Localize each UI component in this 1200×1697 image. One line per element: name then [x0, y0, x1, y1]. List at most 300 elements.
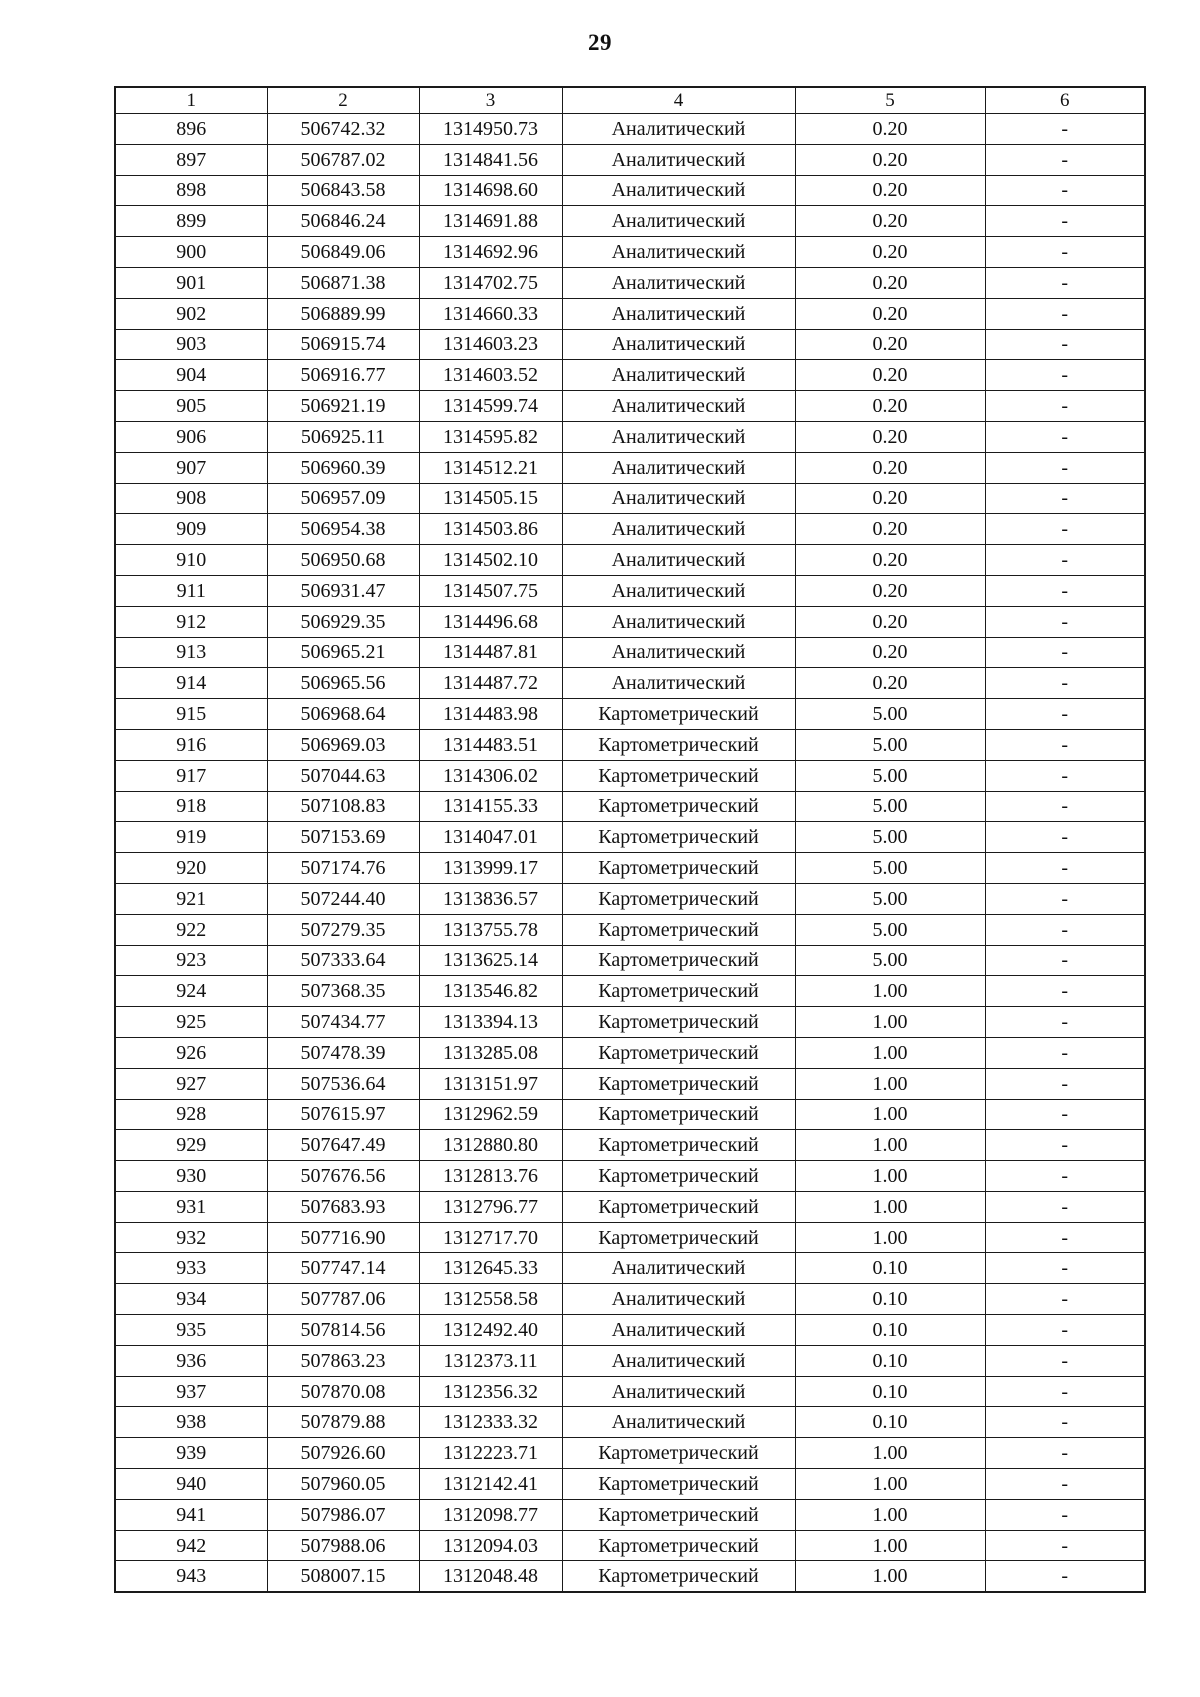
method-cell: Аналитический	[562, 575, 795, 606]
point-number-cell: 915	[115, 699, 267, 730]
y-coordinate-cell: 1312048.48	[419, 1561, 562, 1592]
point-number-cell: 925	[115, 1007, 267, 1038]
point-number-cell: 900	[115, 237, 267, 268]
point-number-cell: 902	[115, 298, 267, 329]
table-row	[115, 421, 1145, 452]
point-number-cell: 901	[115, 267, 267, 298]
note-cell: -	[985, 545, 1145, 576]
x-coordinate-cell: 507787.06	[267, 1284, 419, 1315]
method-cell: Картометрический	[562, 1130, 795, 1161]
note-cell: -	[985, 1407, 1145, 1438]
point-number-cell: 943	[115, 1561, 267, 1592]
accuracy-cell: 0.20	[795, 575, 985, 606]
table-row	[115, 822, 1145, 853]
y-coordinate-cell: 1314487.81	[419, 637, 562, 668]
table-body	[115, 114, 1145, 1593]
table-row	[115, 791, 1145, 822]
note-cell: -	[985, 1068, 1145, 1099]
note-cell: -	[985, 360, 1145, 391]
method-cell: Аналитический	[562, 1345, 795, 1376]
note-cell: -	[985, 1037, 1145, 1068]
point-number-cell: 914	[115, 668, 267, 699]
point-number-cell: 937	[115, 1376, 267, 1407]
table-row	[115, 391, 1145, 422]
x-coordinate-cell: 506969.03	[267, 729, 419, 760]
table-row	[115, 760, 1145, 791]
table-row	[115, 945, 1145, 976]
y-coordinate-cell: 1313999.17	[419, 853, 562, 884]
accuracy-cell: 1.00	[795, 1161, 985, 1192]
table-row	[115, 606, 1145, 637]
point-number-cell: 923	[115, 945, 267, 976]
y-coordinate-cell: 1313836.57	[419, 883, 562, 914]
accuracy-cell: 5.00	[795, 729, 985, 760]
y-coordinate-cell: 1314691.88	[419, 206, 562, 237]
table-row	[115, 514, 1145, 545]
point-number-cell: 912	[115, 606, 267, 637]
x-coordinate-cell: 506742.32	[267, 114, 419, 145]
note-cell: -	[985, 1561, 1145, 1592]
y-coordinate-cell: 1314841.56	[419, 144, 562, 175]
accuracy-cell: 1.00	[795, 1037, 985, 1068]
accuracy-cell: 5.00	[795, 883, 985, 914]
point-number-cell: 919	[115, 822, 267, 853]
note-cell: -	[985, 976, 1145, 1007]
note-cell: -	[985, 483, 1145, 514]
y-coordinate-cell: 1312962.59	[419, 1099, 562, 1130]
method-cell: Аналитический	[562, 144, 795, 175]
note-cell: -	[985, 206, 1145, 237]
method-cell: Картометрический	[562, 1007, 795, 1038]
accuracy-cell: 0.20	[795, 391, 985, 422]
x-coordinate-cell: 506849.06	[267, 237, 419, 268]
accuracy-cell: 1.00	[795, 1130, 985, 1161]
accuracy-cell: 1.00	[795, 1222, 985, 1253]
accuracy-cell: 0.20	[795, 606, 985, 637]
y-coordinate-cell: 1312142.41	[419, 1469, 562, 1500]
column-header-4: 4	[562, 87, 795, 114]
y-coordinate-cell: 1314512.21	[419, 452, 562, 483]
point-number-cell: 938	[115, 1407, 267, 1438]
y-coordinate-cell: 1314603.52	[419, 360, 562, 391]
table-row	[115, 114, 1145, 145]
page-number: 29	[588, 30, 612, 55]
y-coordinate-cell: 1312094.03	[419, 1530, 562, 1561]
x-coordinate-cell: 507434.77	[267, 1007, 419, 1038]
coordinates-table	[114, 86, 1146, 1593]
note-cell: -	[985, 329, 1145, 360]
accuracy-cell: 0.10	[795, 1407, 985, 1438]
x-coordinate-cell: 507174.76	[267, 853, 419, 884]
note-cell: -	[985, 1007, 1145, 1038]
point-number-cell: 899	[115, 206, 267, 237]
method-cell: Аналитический	[562, 1376, 795, 1407]
note-cell: -	[985, 114, 1145, 145]
y-coordinate-cell: 1312223.71	[419, 1438, 562, 1469]
accuracy-cell: 0.20	[795, 514, 985, 545]
table-row	[115, 1530, 1145, 1561]
table-row	[115, 1499, 1145, 1530]
note-cell: -	[985, 1161, 1145, 1192]
point-number-cell: 904	[115, 360, 267, 391]
table-row	[115, 329, 1145, 360]
accuracy-cell: 1.00	[795, 1099, 985, 1130]
method-cell: Картометрический	[562, 1191, 795, 1222]
note-cell: -	[985, 267, 1145, 298]
x-coordinate-cell: 507863.23	[267, 1345, 419, 1376]
accuracy-cell: 1.00	[795, 1561, 985, 1592]
accuracy-cell: 0.10	[795, 1284, 985, 1315]
point-number-cell: 907	[115, 452, 267, 483]
method-cell: Картометрический	[562, 1530, 795, 1561]
note-cell: -	[985, 822, 1145, 853]
table-row	[115, 267, 1145, 298]
point-number-cell: 905	[115, 391, 267, 422]
table-row	[115, 729, 1145, 760]
accuracy-cell: 5.00	[795, 945, 985, 976]
point-number-cell: 921	[115, 883, 267, 914]
point-number-cell: 940	[115, 1469, 267, 1500]
x-coordinate-cell: 507108.83	[267, 791, 419, 822]
column-header-5: 5	[795, 87, 985, 114]
note-cell: -	[985, 1438, 1145, 1469]
accuracy-cell: 5.00	[795, 914, 985, 945]
method-cell: Картометрический	[562, 1099, 795, 1130]
table-row	[115, 545, 1145, 576]
x-coordinate-cell: 506921.19	[267, 391, 419, 422]
accuracy-cell: 0.20	[795, 545, 985, 576]
point-number-cell: 913	[115, 637, 267, 668]
method-cell: Аналитический	[562, 421, 795, 452]
method-cell: Картометрический	[562, 1037, 795, 1068]
accuracy-cell: 0.20	[795, 452, 985, 483]
note-cell: -	[985, 298, 1145, 329]
y-coordinate-cell: 1313151.97	[419, 1068, 562, 1099]
method-cell: Аналитический	[562, 267, 795, 298]
table-row	[115, 1315, 1145, 1346]
y-coordinate-cell: 1314507.75	[419, 575, 562, 606]
method-cell: Аналитический	[562, 514, 795, 545]
x-coordinate-cell: 506931.47	[267, 575, 419, 606]
accuracy-cell: 1.00	[795, 1007, 985, 1038]
x-coordinate-cell: 506929.35	[267, 606, 419, 637]
note-cell: -	[985, 914, 1145, 945]
accuracy-cell: 0.20	[795, 267, 985, 298]
point-number-cell: 896	[115, 114, 267, 145]
method-cell: Аналитический	[562, 175, 795, 206]
table-row	[115, 1253, 1145, 1284]
table-row	[115, 1376, 1145, 1407]
x-coordinate-cell: 507244.40	[267, 883, 419, 914]
y-coordinate-cell: 1314595.82	[419, 421, 562, 452]
accuracy-cell: 1.00	[795, 1499, 985, 1530]
x-coordinate-cell: 507683.93	[267, 1191, 419, 1222]
method-cell: Аналитический	[562, 360, 795, 391]
note-cell: -	[985, 760, 1145, 791]
table-row	[115, 914, 1145, 945]
point-number-cell: 930	[115, 1161, 267, 1192]
method-cell: Картометрический	[562, 760, 795, 791]
y-coordinate-cell: 1314603.23	[419, 329, 562, 360]
y-coordinate-cell: 1314599.74	[419, 391, 562, 422]
x-coordinate-cell: 507986.07	[267, 1499, 419, 1530]
table-row	[115, 1099, 1145, 1130]
accuracy-cell: 0.20	[795, 237, 985, 268]
accuracy-cell: 5.00	[795, 760, 985, 791]
y-coordinate-cell: 1313625.14	[419, 945, 562, 976]
note-cell: -	[985, 668, 1145, 699]
note-cell: -	[985, 1253, 1145, 1284]
table-row	[115, 1284, 1145, 1315]
table-row	[115, 452, 1145, 483]
method-cell: Картометрический	[562, 1561, 795, 1592]
point-number-cell: 936	[115, 1345, 267, 1376]
y-coordinate-cell: 1312558.58	[419, 1284, 562, 1315]
table-row	[115, 575, 1145, 606]
x-coordinate-cell: 506846.24	[267, 206, 419, 237]
method-cell: Аналитический	[562, 452, 795, 483]
y-coordinate-cell: 1314047.01	[419, 822, 562, 853]
method-cell: Аналитический	[562, 237, 795, 268]
point-number-cell: 933	[115, 1253, 267, 1284]
table-row	[115, 1407, 1145, 1438]
table-row	[115, 976, 1145, 1007]
note-cell: -	[985, 237, 1145, 268]
x-coordinate-cell: 506954.38	[267, 514, 419, 545]
table-row	[115, 853, 1145, 884]
note-cell: -	[985, 853, 1145, 884]
accuracy-cell: 0.10	[795, 1376, 985, 1407]
accuracy-cell: 5.00	[795, 699, 985, 730]
method-cell: Аналитический	[562, 391, 795, 422]
y-coordinate-cell: 1314496.68	[419, 606, 562, 637]
method-cell: Картометрический	[562, 729, 795, 760]
accuracy-cell: 0.10	[795, 1345, 985, 1376]
accuracy-cell: 5.00	[795, 791, 985, 822]
table-row	[115, 298, 1145, 329]
x-coordinate-cell: 506960.39	[267, 452, 419, 483]
y-coordinate-cell: 1313755.78	[419, 914, 562, 945]
note-cell: -	[985, 945, 1145, 976]
point-number-cell: 926	[115, 1037, 267, 1068]
accuracy-cell: 0.20	[795, 483, 985, 514]
note-cell: -	[985, 637, 1145, 668]
y-coordinate-cell: 1314702.75	[419, 267, 562, 298]
x-coordinate-cell: 507988.06	[267, 1530, 419, 1561]
note-cell: -	[985, 1345, 1145, 1376]
y-coordinate-cell: 1314950.73	[419, 114, 562, 145]
point-number-cell: 932	[115, 1222, 267, 1253]
table-row	[115, 237, 1145, 268]
x-coordinate-cell: 507536.64	[267, 1068, 419, 1099]
y-coordinate-cell: 1314306.02	[419, 760, 562, 791]
note-cell: -	[985, 1499, 1145, 1530]
y-coordinate-cell: 1312333.32	[419, 1407, 562, 1438]
table-header	[115, 87, 1145, 114]
y-coordinate-cell: 1314503.86	[419, 514, 562, 545]
note-cell: -	[985, 699, 1145, 730]
table-row	[115, 1561, 1145, 1592]
point-number-cell: 928	[115, 1099, 267, 1130]
point-number-cell: 920	[115, 853, 267, 884]
x-coordinate-cell: 506787.02	[267, 144, 419, 175]
point-number-cell: 916	[115, 729, 267, 760]
method-cell: Картометрический	[562, 699, 795, 730]
note-cell: -	[985, 575, 1145, 606]
note-cell: -	[985, 144, 1145, 175]
accuracy-cell: 1.00	[795, 1191, 985, 1222]
method-cell: Картометрический	[562, 1161, 795, 1192]
x-coordinate-cell: 507960.05	[267, 1469, 419, 1500]
y-coordinate-cell: 1312717.70	[419, 1222, 562, 1253]
table-row	[115, 483, 1145, 514]
table-row	[115, 144, 1145, 175]
table-row	[115, 699, 1145, 730]
point-number-cell: 941	[115, 1499, 267, 1530]
note-cell: -	[985, 514, 1145, 545]
accuracy-cell: 0.20	[795, 206, 985, 237]
accuracy-cell: 1.00	[795, 1469, 985, 1500]
column-header-3: 3	[419, 87, 562, 114]
x-coordinate-cell: 507279.35	[267, 914, 419, 945]
table-row	[115, 1037, 1145, 1068]
note-cell: -	[985, 391, 1145, 422]
note-cell: -	[985, 452, 1145, 483]
y-coordinate-cell: 1312373.11	[419, 1345, 562, 1376]
y-coordinate-cell: 1312356.32	[419, 1376, 562, 1407]
method-cell: Картометрический	[562, 1438, 795, 1469]
method-cell: Аналитический	[562, 1407, 795, 1438]
accuracy-cell: 0.20	[795, 298, 985, 329]
method-cell: Аналитический	[562, 329, 795, 360]
x-coordinate-cell: 507368.35	[267, 976, 419, 1007]
x-coordinate-cell: 506957.09	[267, 483, 419, 514]
accuracy-cell: 1.00	[795, 1438, 985, 1469]
y-coordinate-cell: 1314487.72	[419, 668, 562, 699]
accuracy-cell: 0.20	[795, 637, 985, 668]
note-cell: -	[985, 1469, 1145, 1500]
x-coordinate-cell: 507879.88	[267, 1407, 419, 1438]
point-number-cell: 939	[115, 1438, 267, 1469]
accuracy-cell: 0.20	[795, 668, 985, 699]
note-cell: -	[985, 1222, 1145, 1253]
note-cell: -	[985, 1284, 1145, 1315]
x-coordinate-cell: 506925.11	[267, 421, 419, 452]
y-coordinate-cell: 1312645.33	[419, 1253, 562, 1284]
y-coordinate-cell: 1312098.77	[419, 1499, 562, 1530]
table-row	[115, 637, 1145, 668]
method-cell: Картометрический	[562, 1499, 795, 1530]
table-row	[115, 1438, 1145, 1469]
header-row	[115, 87, 1145, 114]
point-number-cell: 903	[115, 329, 267, 360]
point-number-cell: 898	[115, 175, 267, 206]
x-coordinate-cell: 507615.97	[267, 1099, 419, 1130]
x-coordinate-cell: 507926.60	[267, 1438, 419, 1469]
y-coordinate-cell: 1314692.96	[419, 237, 562, 268]
point-number-cell: 924	[115, 976, 267, 1007]
table-row	[115, 883, 1145, 914]
x-coordinate-cell: 508007.15	[267, 1561, 419, 1592]
y-coordinate-cell: 1313394.13	[419, 1007, 562, 1038]
y-coordinate-cell: 1314698.60	[419, 175, 562, 206]
method-cell: Картометрический	[562, 1469, 795, 1500]
accuracy-cell: 0.20	[795, 360, 985, 391]
method-cell: Картометрический	[562, 1222, 795, 1253]
x-coordinate-cell: 506915.74	[267, 329, 419, 360]
column-header-2: 2	[267, 87, 419, 114]
point-number-cell: 918	[115, 791, 267, 822]
x-coordinate-cell: 506950.68	[267, 545, 419, 576]
accuracy-cell: 5.00	[795, 822, 985, 853]
method-cell: Аналитический	[562, 1284, 795, 1315]
point-number-cell: 897	[115, 144, 267, 175]
y-coordinate-cell: 1314483.98	[419, 699, 562, 730]
point-number-cell: 942	[115, 1530, 267, 1561]
method-cell: Картометрический	[562, 945, 795, 976]
y-coordinate-cell: 1314660.33	[419, 298, 562, 329]
method-cell: Аналитический	[562, 668, 795, 699]
x-coordinate-cell: 506916.77	[267, 360, 419, 391]
x-coordinate-cell: 506965.21	[267, 637, 419, 668]
point-number-cell: 927	[115, 1068, 267, 1099]
table-row	[115, 1161, 1145, 1192]
note-cell: -	[985, 175, 1145, 206]
y-coordinate-cell: 1313546.82	[419, 976, 562, 1007]
note-cell: -	[985, 606, 1145, 637]
table-row	[115, 1469, 1145, 1500]
point-number-cell: 906	[115, 421, 267, 452]
accuracy-cell: 0.20	[795, 421, 985, 452]
accuracy-cell: 1.00	[795, 976, 985, 1007]
accuracy-cell: 0.20	[795, 144, 985, 175]
method-cell: Картометрический	[562, 791, 795, 822]
y-coordinate-cell: 1313285.08	[419, 1037, 562, 1068]
method-cell: Картометрический	[562, 822, 795, 853]
note-cell: -	[985, 1099, 1145, 1130]
y-coordinate-cell: 1312492.40	[419, 1315, 562, 1346]
accuracy-cell: 0.20	[795, 329, 985, 360]
point-number-cell: 929	[115, 1130, 267, 1161]
x-coordinate-cell: 507747.14	[267, 1253, 419, 1284]
method-cell: Аналитический	[562, 606, 795, 637]
note-cell: -	[985, 1530, 1145, 1561]
method-cell: Аналитический	[562, 114, 795, 145]
note-cell: -	[985, 421, 1145, 452]
point-number-cell: 909	[115, 514, 267, 545]
x-coordinate-cell: 507153.69	[267, 822, 419, 853]
table-row	[115, 1130, 1145, 1161]
table-row	[115, 175, 1145, 206]
column-header-6: 6	[985, 87, 1145, 114]
x-coordinate-cell: 507478.39	[267, 1037, 419, 1068]
method-cell: Картометрический	[562, 976, 795, 1007]
y-coordinate-cell: 1312880.80	[419, 1130, 562, 1161]
x-coordinate-cell: 507044.63	[267, 760, 419, 791]
point-number-cell: 917	[115, 760, 267, 791]
table-row	[115, 1007, 1145, 1038]
point-number-cell: 910	[115, 545, 267, 576]
accuracy-cell: 1.00	[795, 1068, 985, 1099]
point-number-cell: 922	[115, 914, 267, 945]
accuracy-cell: 0.10	[795, 1253, 985, 1284]
point-number-cell: 935	[115, 1315, 267, 1346]
table-row	[115, 1191, 1145, 1222]
note-cell: -	[985, 1315, 1145, 1346]
note-cell: -	[985, 1191, 1145, 1222]
method-cell: Аналитический	[562, 545, 795, 576]
point-number-cell: 931	[115, 1191, 267, 1222]
